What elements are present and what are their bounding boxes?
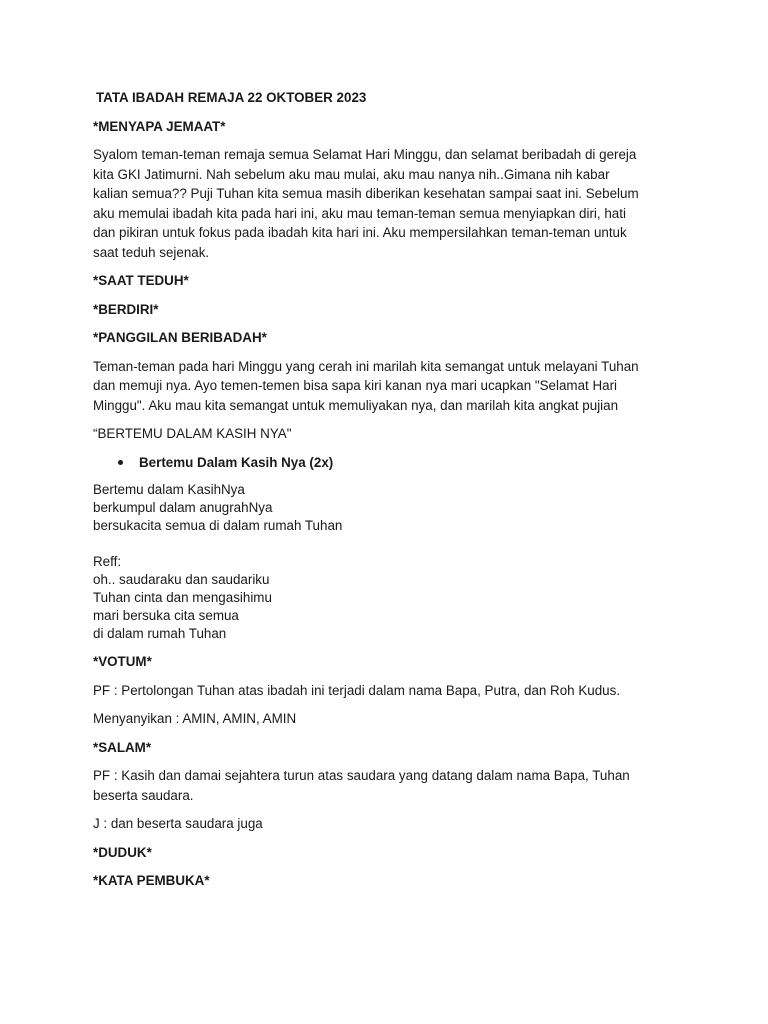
paragraph-menyapa-jemaat: [93, 145, 693, 262]
text-line: dan pikiran untuk fokus pada ibadah kita hari ini. Aku mempersilahkan teman-teman untuk: [93, 225, 627, 240]
text-line: saat teduh sejenak.: [93, 244, 210, 260]
lyric-line: bersukacita semua di dalam rumah Tuhan: [93, 518, 343, 533]
lyric-line: mari bersuka cita semua: [93, 608, 239, 623]
text-line: beserta saudara.: [93, 787, 194, 803]
document-title: TATA IBADAH REMAJA 22 OKTOBER 2023: [96, 90, 367, 105]
bullet-icon: [118, 460, 123, 465]
heading-berdiri: *BERDIRI*: [93, 301, 159, 317]
heading-salam: *SALAM*: [93, 739, 152, 755]
lyric-line: Tuhan cinta dan mengasihimu: [93, 590, 272, 605]
lyric-line: di dalam rumah Tuhan: [93, 626, 227, 641]
song-bullet-item: [93, 453, 693, 473]
text-line: kalian semua?? Puji Tuhan kita semua masih diberikan kesehatan sampai saat ini. Sebelum: [93, 186, 639, 201]
lyric-line: berkumpul dalam anugrahNya: [93, 500, 273, 515]
salam-pf: [93, 766, 693, 805]
salam-j: J : dan beserta saudara juga: [93, 816, 263, 831]
text-line: Teman-teman pada hari Minggu yang cerah ini marilah kita semangat untuk melayani Tuhan: [93, 358, 639, 374]
heading-saat-teduh: *SAAT TEDUH*: [93, 273, 189, 288]
reff-label: Reff:: [93, 554, 122, 569]
text-line: aku memulai ibadah kita pada hari ini, aku mau teman-teman semua menyiapkan diri, hati: [93, 205, 626, 221]
votum-pf: PF : Pertolongan Tuhan atas ibadah ini terjadi dalam nama Bapa, Putra, dan Roh Kudus.: [93, 682, 621, 698]
text-line: dan memuji nya. Ayo temen-temen bisa sapa kiri kanan nya mari ucapkan "Selamat Hari: [93, 378, 618, 393]
heading-kata-pembuka: *KATA PEMBUKA*: [93, 873, 210, 888]
text-line: Syalom teman-teman remaja semua Selamat Hari Minggu, dan selamat beribadah di gereja: [93, 147, 637, 162]
paragraph-panggilan-beribadah: [93, 357, 693, 416]
votum-sing: Menyanyikan : AMIN, AMIN, AMIN: [93, 711, 297, 726]
text-line: Minggu". Aku mau kita semangat untuk memuliyakan nya, dan marilah kita angkat pujian: [93, 397, 619, 413]
heading-panggilan-beribadah: *PANGGILAN BERIBADAH*: [93, 330, 267, 345]
lyric-line: Bertemu dalam KasihNya: [93, 482, 245, 497]
song-lyrics: [93, 481, 693, 643]
text-line: PF : Kasih dan damai sejahtera turun atas saudara yang datang dalam nama Bapa, Tuhan: [93, 768, 630, 783]
song-title-quote: “BERTEMU DALAM KASIH NYA": [93, 426, 292, 441]
heading-duduk: *DUDUK*: [93, 844, 152, 860]
heading-menyapa-jemaat: *MENYAPA JEMAAT*: [93, 118, 226, 134]
lyric-line: oh.. saudaraku dan saudariku: [93, 572, 270, 587]
song-bullet-text: Bertemu Dalam Kasih Nya (2x): [139, 454, 334, 470]
blank-line: [93, 535, 693, 553]
heading-votum: *VOTUM*: [93, 654, 152, 669]
document-page: [93, 88, 693, 900]
text-line: kita GKI Jatimurni. Nah sebelum aku mau mulai, aku mau nanya nih..Gimana nih kabar: [93, 166, 610, 182]
